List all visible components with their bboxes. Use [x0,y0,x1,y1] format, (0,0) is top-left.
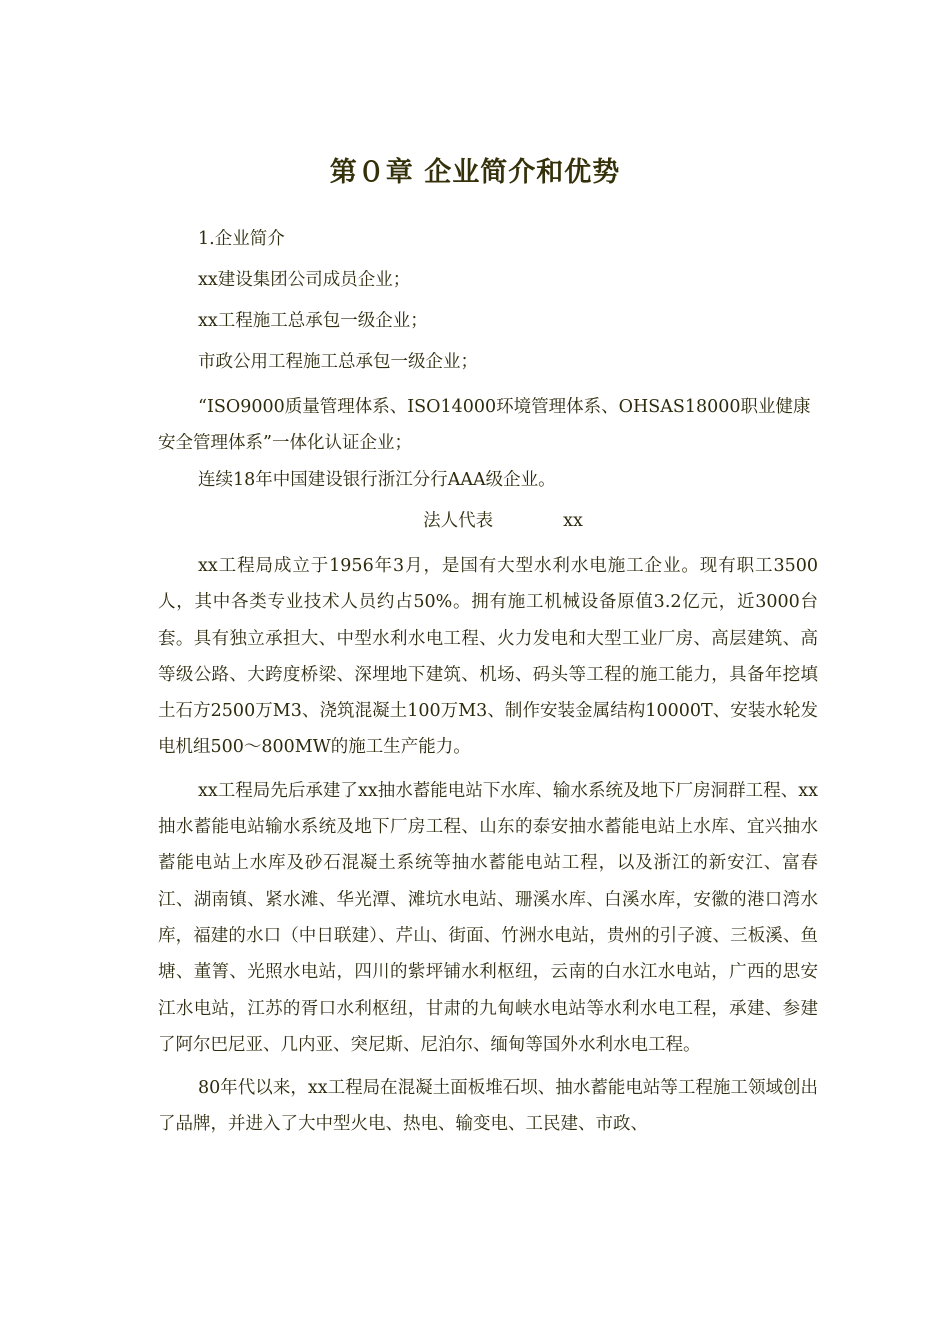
legal-representative [158,507,818,535]
credential-line: xx建设集团公司成员企业； [198,270,411,290]
document-body [158,225,818,1150]
legal-rep-name: xx [563,511,583,531]
body-paragraph: xx工程局成立于1956年3月，是国有大型水利水电施工企业。现有职工3500人，其中各类专业技术人员约占50%。拥有施工机械设备原值3.2亿元，近3000台套。具有独立承担大、中型水利水电工程、火力发电和大型工业厂房、高层建筑、高等级公路、大跨度桥梁、深埋地下建筑、机场、码头等工程的施工能力，具备年挖填土石方2500万M3、浇筑混凝土100万M3、制作安装金属结构10000T、安装水轮发电机组500～800MW的施工生产能力。 [158,556,818,758]
credit-rating-text: 连续18年中国建设银行浙江分行AAA级企业。 [198,470,556,490]
certification-text: “ISO9000质量管理体系、ISO14000环境管理体系、OHSAS18000职业健康安全管理体系”一体化认证企业； [158,397,811,453]
section-heading: 1.企业简介 [198,229,285,249]
body-paragraph: xx工程局先后承建了xx抽水蓄能电站下水库、输水系统及地下厂房洞群工程、xx抽水蓄能电站输水系统及地下厂房工程、山东的泰安抽水蓄能电站上水库、宜兴抽水蓄能电站上水库及砂石混凝土系统等抽水蓄能电站工程，以及浙江的新安江、富春江、湖南镇、紧水滩、华光潭、滩坑水电站、珊溪水库、白溪水库，安徽的港口湾水库，福建的水口（中日联建）、芹山、街面、竹洲水电站，贵州的引子渡、三板溪、鱼塘、董箐、光照水电站，四川的紫坪铺水利枢纽，云南的白水江水电站，广西的思安江水电站，江苏的胥口水利枢纽，甘肃的九甸峡水电站等水利水电工程，承建、参建了阿尔巴尼亚、几内亚、突尼斯、尼泊尔、缅甸等国外水利水电工程。 [158,780,818,1055]
body-paragraph: 80年代以来，xx工程局在混凝土面板堆石坝、抽水蓄能电站等工程施工领域创出了品牌，并进入了大中型火电、热电、输变电、工民建、市政、 [158,1078,818,1135]
legal-rep-label: 法人代表 [423,511,494,531]
credential-line: 市政公用工程施工总承包一级企业； [198,352,478,372]
chapter-title: 第０章 企业简介和优势 [329,157,621,188]
credential-line: xx工程施工总承包一级企业； [198,311,428,331]
